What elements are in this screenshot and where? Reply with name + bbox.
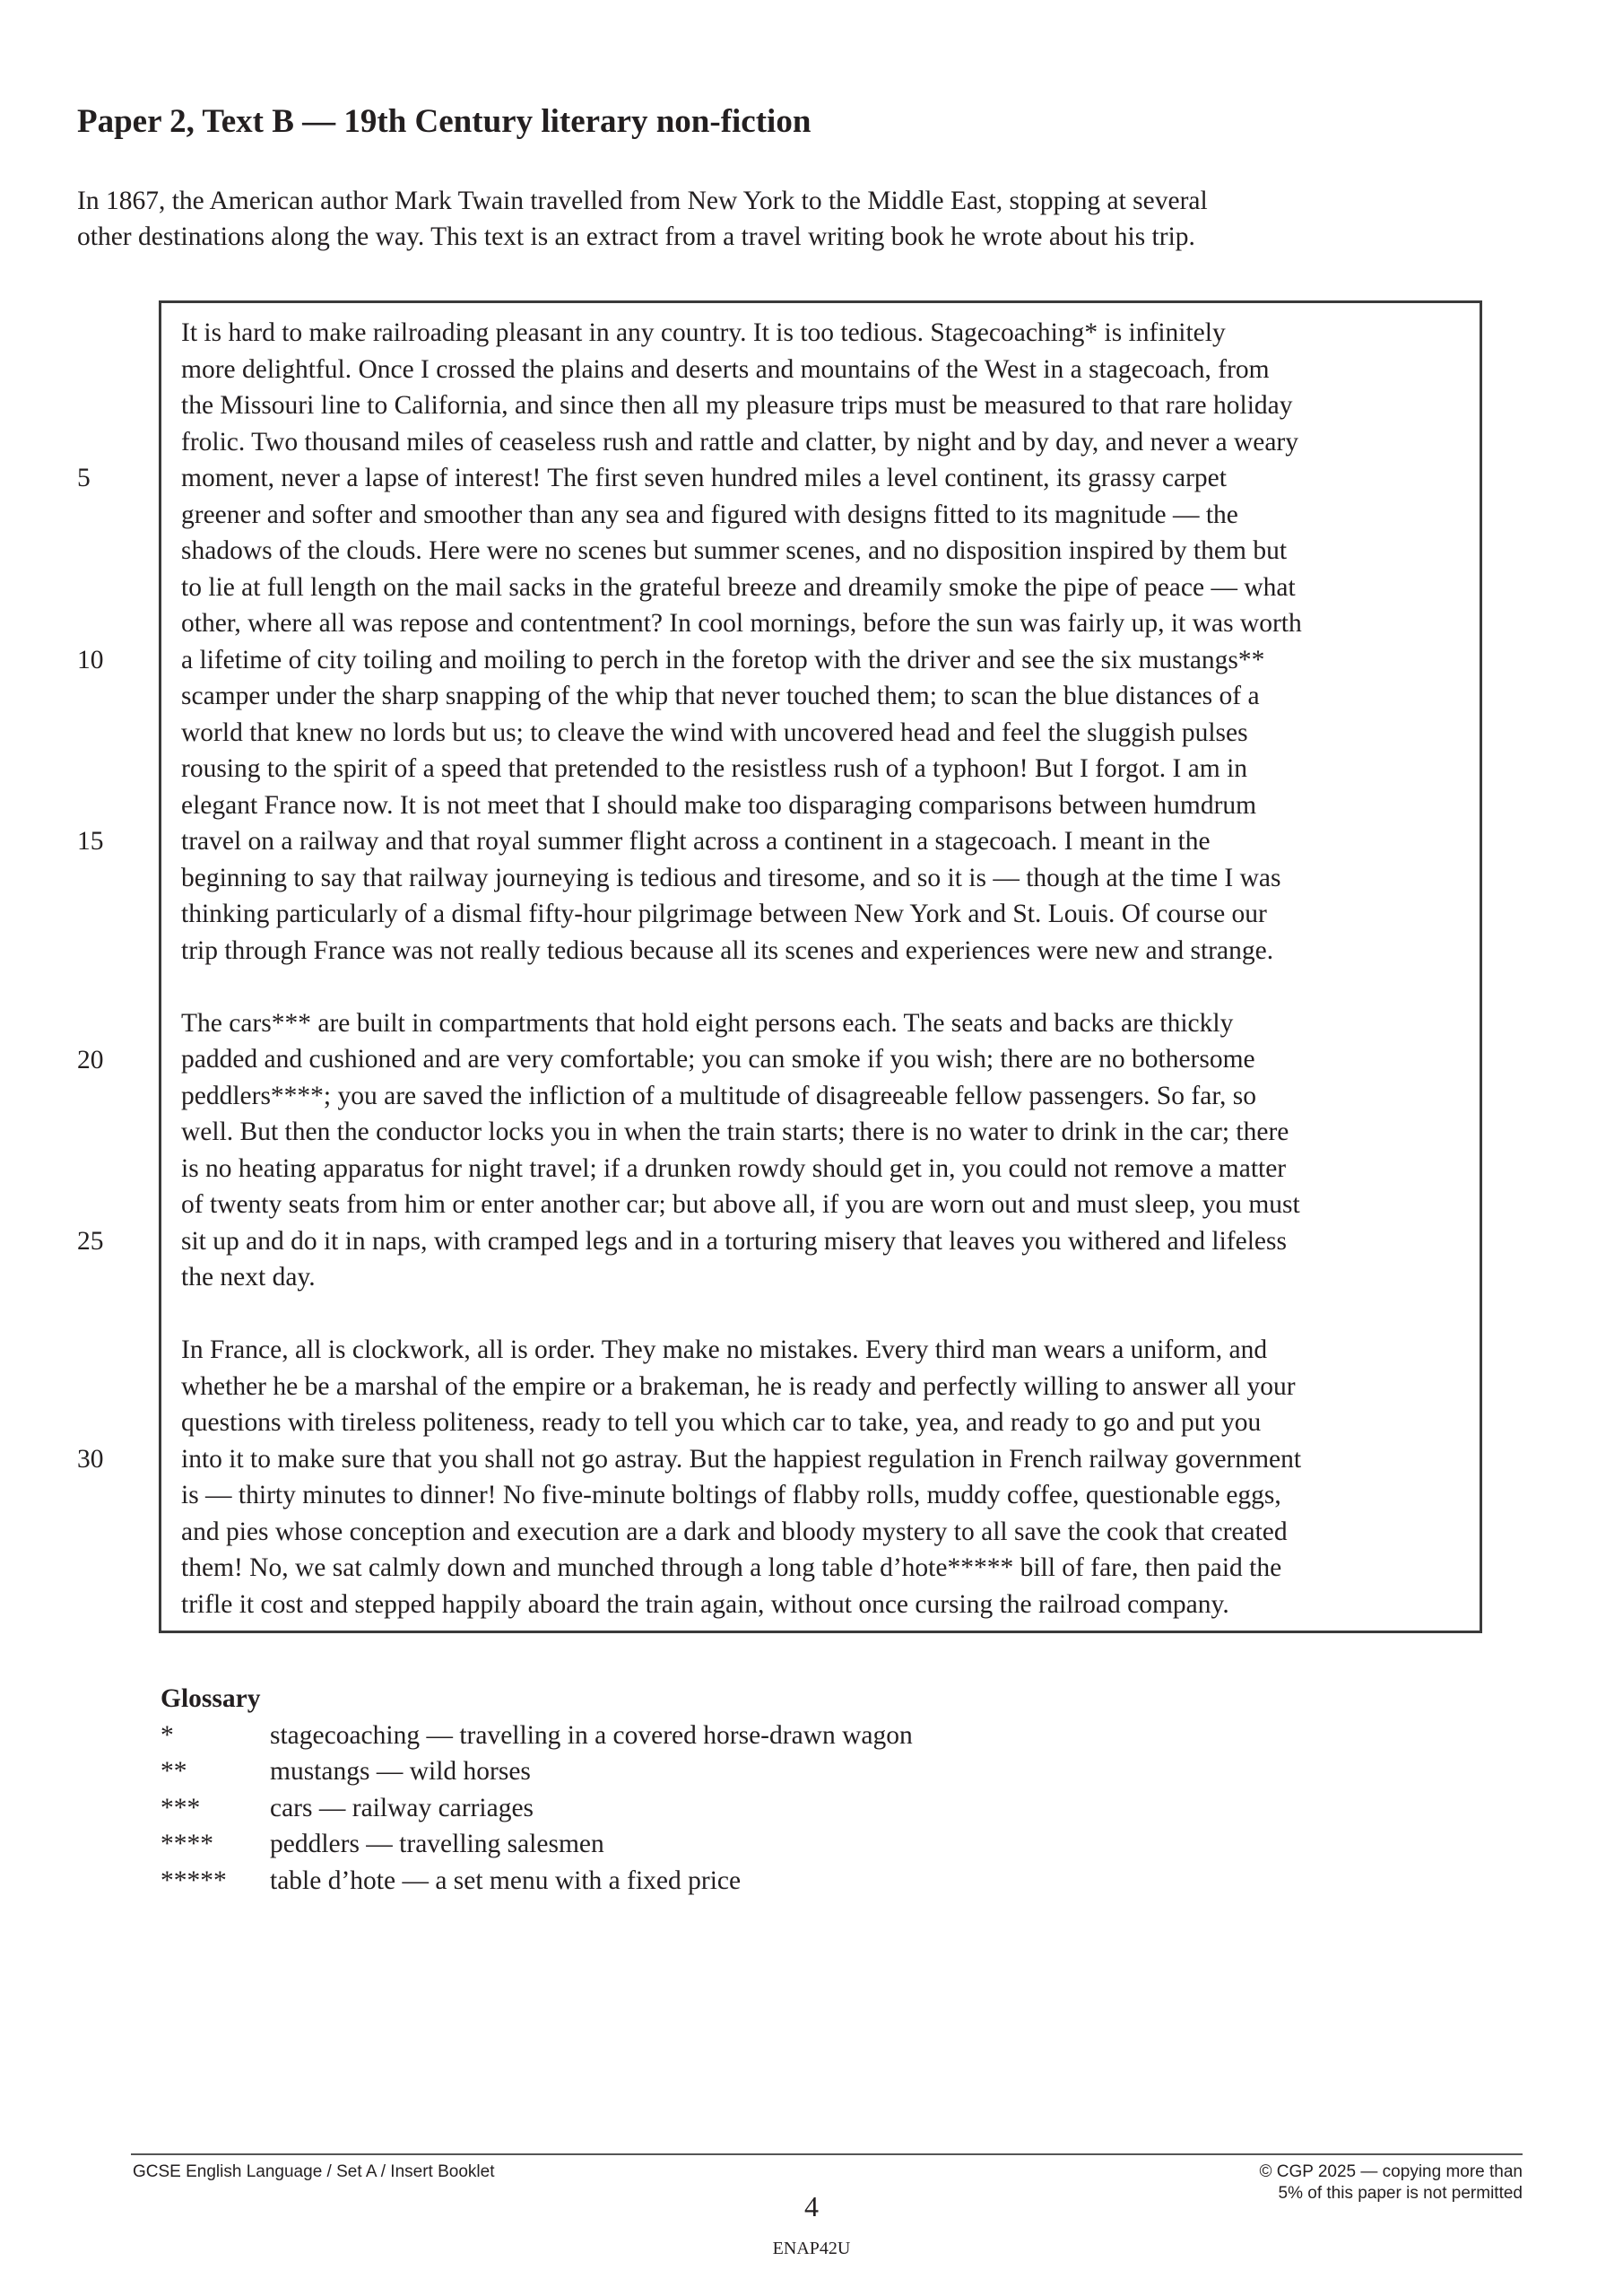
passage-line: of twenty seats from him or enter another car; but above all, if you are worn out and must sleep, you must [181,1190,1300,1219]
line-number: 15 [77,827,104,856]
line-number: 30 [77,1445,104,1474]
glossary-entry [161,1790,913,1827]
intro-paragraph [77,183,1422,255]
passage-line: padded and cushioned and are very comfortable; you can smoke if you wish; there are no bothersome [181,1045,1255,1074]
line-number: 10 [77,646,104,674]
passage-line: sit up and do it in naps, with cramped legs and in a torturing misery that leaves you withered and lifeless [181,1226,1287,1256]
passage-line: is no heating apparatus for night travel; if a drunken rowdy should get in, you could not remove a matter [181,1153,1287,1183]
passage-line: trifle it cost and stepped happily aboard the train again, without once cursing the railroad company. [181,1589,1229,1619]
passage-line: trip through France was not really tedious because all its scenes and experiences were new and strange. [181,935,1274,965]
passage-line: more delightful. Once I crossed the plains and deserts and mountains of the West in a stagecoach, from [181,354,1270,384]
passage-line: scamper under the sharp snapping of the whip that never touched them; to scan the blue distances of a [181,682,1260,710]
passage-line: questions with tireless politeness, ready to tell you which car to take, yea, and ready to go and put you [181,1408,1262,1437]
line-number: 5 [77,464,91,492]
footer-booklet-label: GCSE English Language / Set A / Insert Booklet [133,2162,495,2181]
paragraph-gap [181,1296,1302,1333]
passage-line: peddlers****; you are saved the infliction of a multitude of disagreeable fellow passengers. So far, so [181,1081,1256,1110]
passage-line: the Missouri line to California, and since then all my pleasure trips must be measured to that rare holiday [181,391,1293,420]
glossary-entry [161,1863,913,1900]
passage-line: greener and softer and smoother than any sea and figured with designs fitted to its magnitude — the [181,500,1238,529]
passage-line: into it to make sure that you shall not go astray. But the happiest regulation in French railway government [181,1444,1302,1474]
passage-line: is — thirty minutes to dinner! No five-minute boltings of flabby rolls, muddy coffee, questionable eggs, [181,1481,1281,1509]
paragraph-gap [181,969,1302,1005]
copyright-line: © CGP 2025 — copying more than [1259,2162,1523,2181]
glossary-entry [161,1718,913,1754]
glossary-marker: ***** [161,1866,227,1895]
intro-line: In 1867, the American author Mark Twain travelled from New York to the Middle East, stopping at several [77,187,1208,215]
passage-line: thinking particularly of a dismal fifty-hour pilgrimage between New York and St. Louis. Of course our [181,900,1267,928]
glossary-marker: * [161,1720,174,1750]
passage-line: travel on a railway and that royal summer flight across a continent in a stagecoach. I meant in the [181,827,1211,856]
page-number: 4 [804,2190,819,2222]
glossary-definition: stagecoaching — travelling in a covered horse-drawn wagon [270,1720,913,1750]
copyright-line: 5% of this paper is not permitted [1278,2184,1523,2203]
passage-line: a lifetime of city toiling and moiling to perch in the foretop with the driver and see the six mustangs** [181,645,1265,674]
glossary-heading: Glossary [161,1684,261,1713]
extract-text [181,315,1302,1622]
passage-line: elegant France now. It is not meet that I should make too disparaging comparisons between humdrum [181,790,1257,820]
footer-divider [131,2153,1523,2155]
passage-line: The cars*** are built in compartments that hold eight persons each. The seats and backs are thickly [181,1008,1234,1038]
line-number: 25 [77,1227,104,1256]
passage-line: and pies whose conception and execution are a dark and bloody mystery to all save the cook that created [181,1517,1288,1546]
passage-line: It is hard to make railroading pleasant in any country. It is too tedious. Stagecoaching* is infinitely [181,318,1226,347]
glossary-marker: ** [161,1757,187,1786]
glossary [161,1681,913,1899]
glossary-marker: *** [161,1793,201,1822]
passage-line: them! No, we sat calmly down and munched through a long table d’hote***** bill of fare, then paid the [181,1553,1282,1582]
passage-line: the next day. [181,1263,316,1292]
intro-line: other destinations along the way. This text is an extract from a travel writing book he wrote about his trip. [77,222,1195,251]
passage-line: whether he be a marshal of the empire or a brakeman, he is ready and perfectly willing to answer all your [181,1371,1296,1401]
passage-line: beginning to say that railway journeying is tedious and tiresome, and so it is — though at the time I was [181,863,1281,892]
page-title: Paper 2, Text B — 19th Century literary non-fiction [77,103,812,140]
line-number: 20 [77,1046,104,1074]
glossary-entry [161,1826,913,1863]
glossary-definition: cars — railway carriages [270,1793,534,1822]
passage-line: moment, never a lapse of interest! The first seven hundred miles a level continent, its grassy carpet [181,464,1227,492]
glossary-definition: mustangs — wild horses [270,1757,531,1786]
glossary-entry [161,1753,913,1790]
glossary-definition: peddlers — travelling salesmen [270,1830,604,1858]
passage-line: well. But then the conductor locks you in when the train starts; there is no water to drink in the car; there [181,1118,1289,1146]
paper-code: ENAP42U [772,2239,851,2258]
passage-line: frolic. Two thousand miles of ceaseless rush and rattle and clatter, by night and by day, and never a weary [181,427,1299,457]
passage-line: In France, all is clockwork, all is order. They make no mistakes. Every third man wears a uniform, and [181,1335,1268,1364]
passage-line: shadows of the clouds. Here were no scenes but summer scenes, and no disposition inspired by them but [181,536,1288,565]
passage-line: other, where all was repose and contentment? In cool mornings, before the sun was fairly up, it was worth [181,609,1302,638]
passage-line: to lie at full length on the mail sacks in the grateful breeze and dreamily smoke the pipe of peace — what [181,572,1296,602]
passage-line: rousing to the spirit of a speed that pretended to the resistless rush of a typhoon! But I forgot. I am in [181,754,1248,783]
glossary-definition: table d’hote — a set menu with a fixed price [270,1866,742,1895]
glossary-marker: **** [161,1830,213,1858]
passage-line: world that knew no lords but us; to cleave the wind with uncovered head and feel the sluggish pulses [181,718,1248,747]
